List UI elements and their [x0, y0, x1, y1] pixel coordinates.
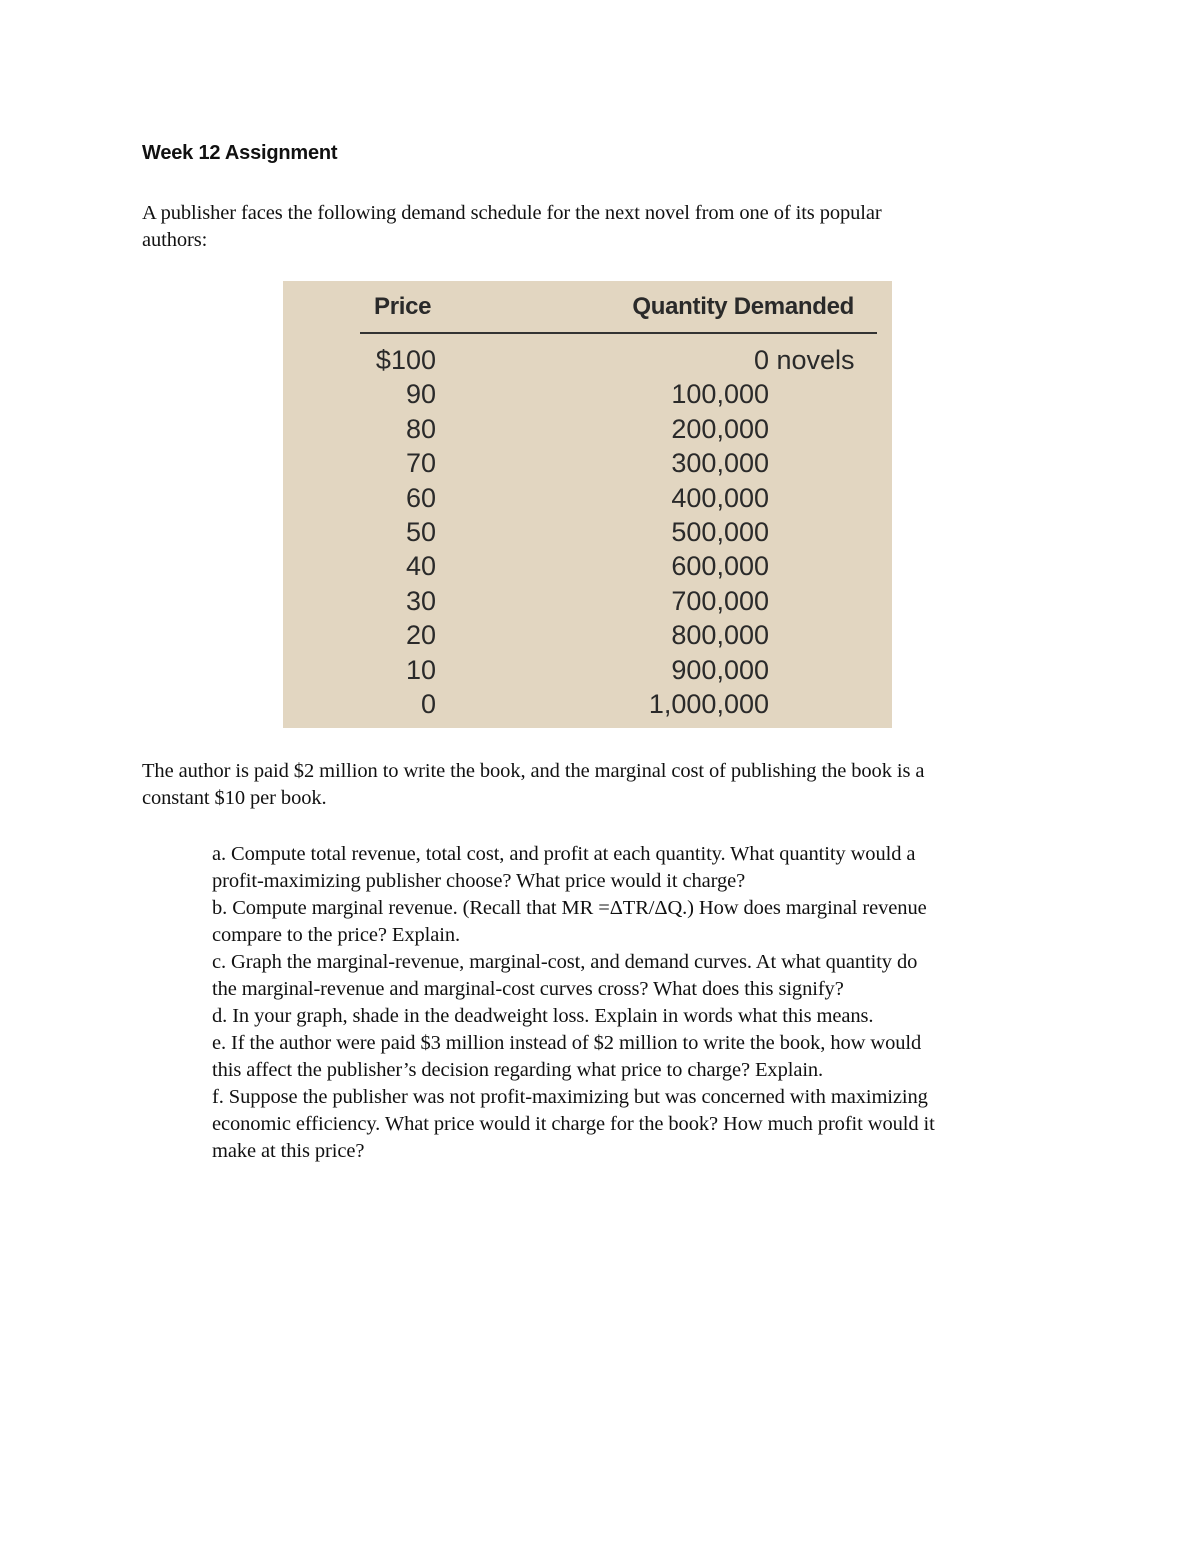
cost-line: constant $10 per book.: [142, 787, 327, 809]
quantity-unit: novels: [769, 345, 855, 375]
cost-line: The author is paid $2 million to write the book, and the marginal cost of publishing the book is a: [142, 760, 925, 782]
quantity-cell: 400,000: [671, 482, 769, 513]
price-cell: 60: [405, 482, 436, 513]
question-line: make at this price?: [212, 1140, 365, 1162]
quantity-cell: 600,000: [671, 551, 769, 582]
question-line: a. Compute total revenue, total cost, and profit at each quantity. What quantity would a: [212, 843, 916, 865]
table-row: [283, 653, 892, 687]
page-title: Week 12 Assignment: [142, 142, 338, 164]
question-line: d. In your graph, shade in the deadweight loss. Explain in words what this means.: [212, 1005, 874, 1027]
price-cell: 0: [420, 688, 436, 719]
quantity-value: 0: [753, 345, 769, 375]
demand-schedule-table: [283, 281, 892, 728]
question-line: f. Suppose the publisher was not profit-maximizing but was concerned with maximizing: [212, 1086, 928, 1108]
quantity-cell: 300,000: [671, 448, 769, 479]
quantity-cell: 700,000: [671, 585, 769, 616]
intro-paragraph: [142, 200, 1042, 254]
price-cell: 30: [405, 585, 436, 616]
quantity-cell: [753, 343, 855, 377]
table-body: [283, 343, 892, 721]
table-row: [283, 343, 892, 377]
table-row: [283, 481, 892, 515]
question-list: [212, 841, 1072, 1165]
table-row: [283, 618, 892, 652]
price-cell: 20: [405, 620, 436, 651]
quantity-header: Quantity Demanded: [632, 293, 854, 320]
quantity-cell: 100,000: [671, 379, 769, 410]
price-cell: 10: [405, 654, 436, 685]
price-cell: 50: [405, 516, 436, 547]
price-cell: 70: [405, 448, 436, 479]
table-row: [283, 549, 892, 583]
question-line: e. If the author were paid $3 million instead of $2 million to write the book, how would: [212, 1032, 922, 1054]
table-row: [283, 687, 892, 721]
price-cell: 40: [405, 551, 436, 582]
quantity-cell: 1,000,000: [648, 688, 769, 719]
header-rule: [360, 332, 877, 334]
price-cell: 80: [405, 413, 436, 444]
table-row: [283, 446, 892, 480]
table-row: [283, 412, 892, 446]
cost-paragraph: [142, 758, 1072, 812]
question-line: profit-maximizing publisher choose? What price would it charge?: [212, 870, 746, 892]
question-line: this affect the publisher’s decision regarding what price to charge? Explain.: [212, 1059, 824, 1081]
question-line: c. Graph the marginal-revenue, marginal-cost, and demand curves. At what quantity do: [212, 951, 918, 973]
question-line: compare to the price? Explain.: [212, 924, 461, 946]
intro-line: authors:: [142, 229, 208, 251]
price-header: Price: [374, 293, 432, 320]
price-cell: 90: [405, 379, 436, 410]
quantity-cell: 800,000: [671, 620, 769, 651]
table-row: [283, 515, 892, 549]
question-line: b. Compute marginal revenue. (Recall that MR =ΔTR/ΔQ.) How does marginal revenue: [212, 897, 927, 919]
quantity-cell: 200,000: [671, 413, 769, 444]
question-line: the marginal-revenue and marginal-cost curves cross? What does this signify?: [212, 978, 844, 1000]
quantity-cell: 500,000: [671, 516, 769, 547]
price-cell: $100: [375, 345, 436, 375]
question-line: economic efficiency. What price would it charge for the book? How much profit would it: [212, 1113, 935, 1135]
quantity-cell: 900,000: [671, 654, 769, 685]
intro-line: A publisher faces the following demand schedule for the next novel from one of its popular: [142, 202, 882, 224]
table-row: [283, 377, 892, 411]
table-row: [283, 584, 892, 618]
